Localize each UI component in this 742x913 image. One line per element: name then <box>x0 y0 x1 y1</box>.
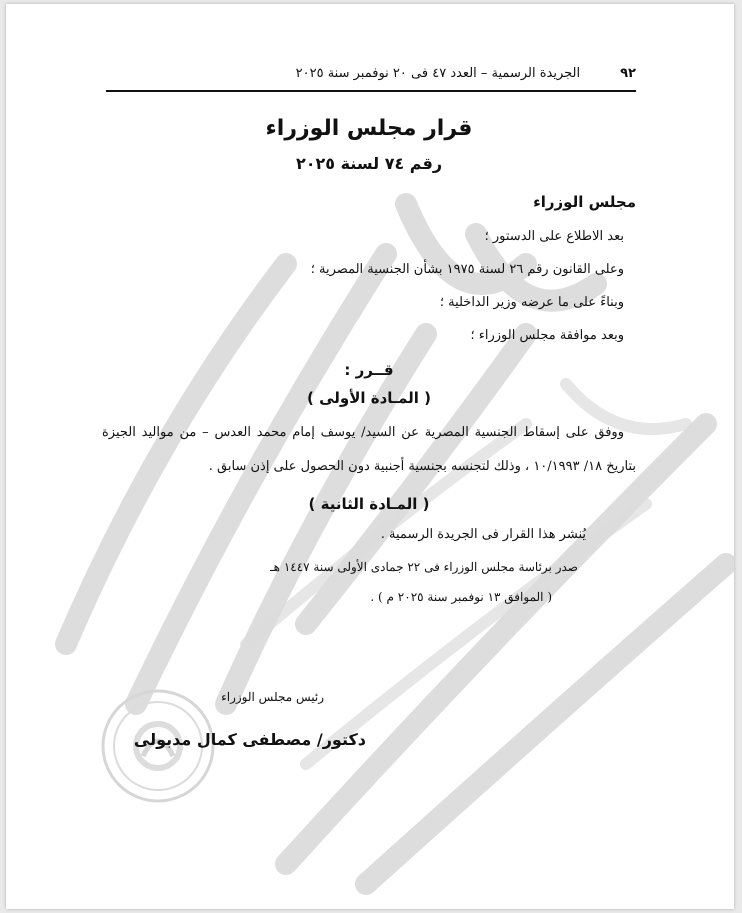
decree-body <box>102 112 636 610</box>
running-header <box>106 60 636 86</box>
decree-title: قرار مجلس الوزراء <box>265 116 473 141</box>
article-1-heading: ( المـادة الأولى ) <box>307 389 431 407</box>
issued-date-hijri: صدر برئاسة مجلس الوزراء فى ٢٢ جمادى الأولى سنة ١٤٤٧ هـ <box>270 560 578 574</box>
recital-item: بعد الاطلاع على الدستور ؛ <box>484 229 624 244</box>
recital-item: وبناءً على ما عرضه وزير الداخلية ؛ <box>439 295 624 310</box>
recital-item: وعلى القانون رقم ٢٦ لسنة ١٩٧٥ بشأن الجنسية المصرية ؛ <box>310 262 624 277</box>
article-2-heading: ( المـادة الثانية ) <box>308 495 430 513</box>
signatory-name: دكتور/ مصطفى كمال مدبولى <box>133 730 366 749</box>
decided-heading: قــرر : <box>344 361 394 379</box>
recital-item: وبعد موافقة مجلس الوزراء ؛ <box>470 328 624 343</box>
signature-block <box>126 686 386 756</box>
issuer-label: مجلس الوزراء <box>533 193 636 211</box>
gazette-header-text: الجريدة الرسمية – العدد ٤٧ فى ٢٠ نوفمبر سنة ٢٠٢٥ <box>295 65 581 81</box>
signatory-title: رئيس مجلس الوزراء <box>221 690 324 704</box>
page-number: ٩٢ <box>620 65 636 81</box>
document-page <box>6 4 734 909</box>
recitals-list <box>102 220 636 352</box>
header-rule <box>106 90 636 92</box>
issued-date-gregorian: ( الموافق ١٣ نوفمبر سنة ٢٠٢٥ م ) . <box>370 590 552 604</box>
decree-number: رقم ٧٤ لسنة ٢٠٢٥ <box>295 154 443 173</box>
article-1-text: ووفق على إسقاط الجنسية المصرية عن السيد/ يوسف إمام محمد العدس – من مواليد الجيزة بتاريخ ١٨/ ١٠/١٩٩٣ ، وذلك لتجنسه بجنسية أجنبية دون الحصول على إذن سابق . <box>102 425 636 474</box>
article-2-text: يُنشر هذا القرار فى الجريدة الرسمية . <box>380 527 586 542</box>
